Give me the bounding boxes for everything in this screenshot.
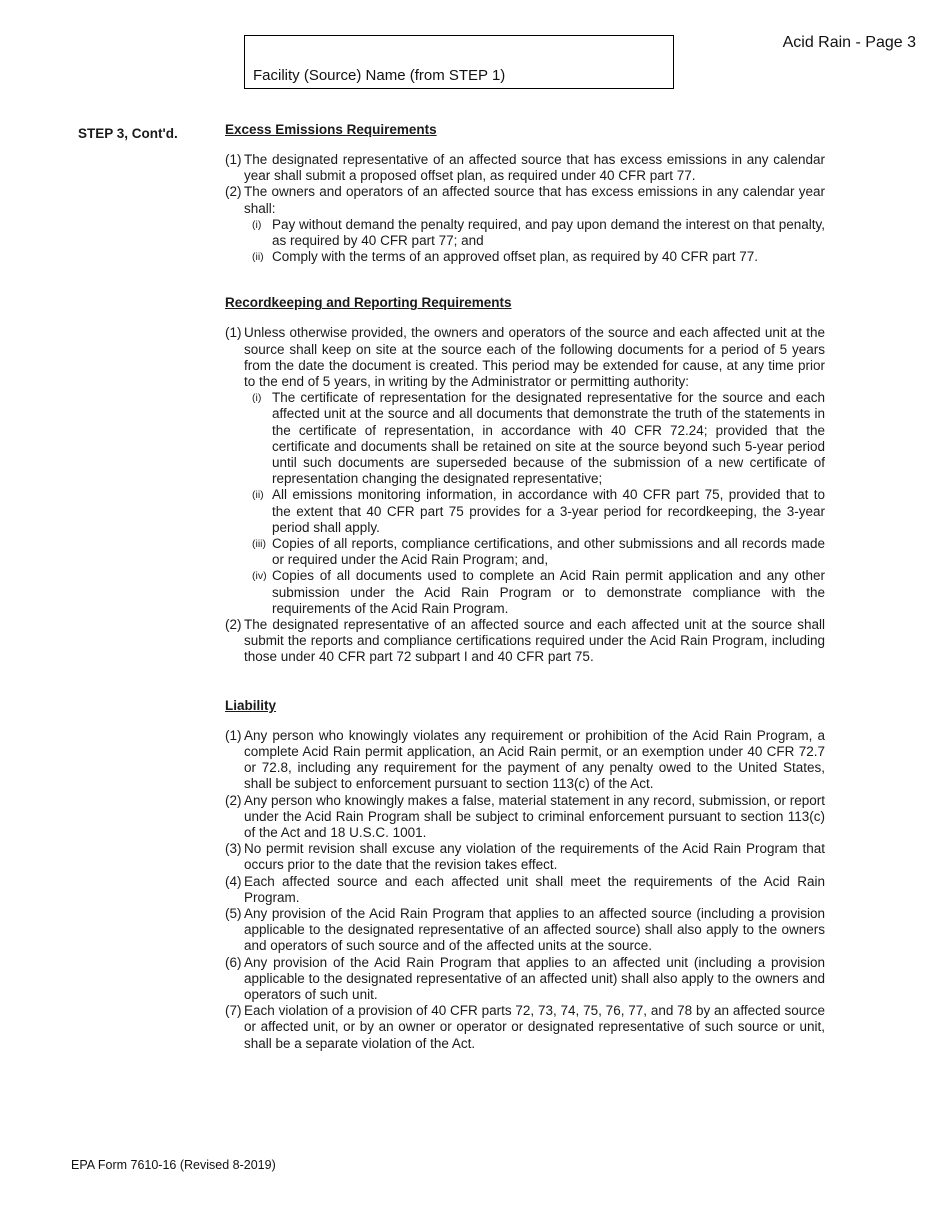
subitem-text: Copies of all documents used to complete an Acid Rain permit application and any other submission under the Acid Rain Program or to demonstrate compliance with the requirements of the Acid Rain Program. bbox=[272, 568, 825, 616]
subitem-number: (i) bbox=[252, 392, 262, 405]
list-item bbox=[225, 1003, 825, 1052]
list-item bbox=[225, 874, 825, 906]
item-text: No permit revision shall excuse any violation of the requirements of the Acid Rain Program that occurs prior to the date that the revision takes effect. bbox=[244, 841, 825, 873]
list-item bbox=[225, 728, 825, 793]
item-text: Any person who knowingly makes a false, material statement in any record, submission, or report under the Acid Rain Program shall be subject to criminal enforcement pursuant to section 113(c) of the Act and 18 U.S.C. 1001. bbox=[244, 792, 825, 840]
subitem-number: (ii) bbox=[252, 251, 264, 264]
item-text: Each affected source and each affected unit shall meet the requirements of the Acid Rain Program. bbox=[244, 873, 825, 905]
excess-emissions-section bbox=[225, 122, 825, 265]
item-text: Any provision of the Acid Rain Program that applies to an affected source (including a provision applicable to the designated representative of an affected source) shall also apply to the owners and operators of such source and of the affected units at the source. bbox=[244, 905, 825, 954]
subitem-text: Comply with the terms of an approved offset plan, as required by 40 CFR part 77. bbox=[272, 249, 758, 265]
list-item bbox=[225, 793, 825, 842]
sub-list-item bbox=[225, 536, 825, 568]
item-number: (2) bbox=[225, 184, 242, 200]
section-title: Liability bbox=[225, 697, 277, 713]
sub-list-item bbox=[225, 487, 825, 536]
item-number: (5) bbox=[225, 905, 242, 921]
subitem-text: Pay without demand the penalty required, and pay upon demand the interest on that penalty, as required by 40 CFR part 77; and bbox=[272, 216, 825, 249]
page-label: Acid Rain - Page 3 bbox=[782, 34, 916, 51]
item-text: Each violation of a provision of 40 CFR parts 72, 73, 74, 75, 76, 77, and 78 by an affected source or affected unit, or by an owner or operator or designated representative of such source or unit, shall be a separate violation of the Act. bbox=[244, 1003, 825, 1051]
facility-name-field[interactable] bbox=[244, 35, 674, 89]
section-title: Excess Emissions Requirements bbox=[225, 122, 437, 137]
item-number: (2) bbox=[225, 792, 242, 808]
item-text: Unless otherwise provided, the owners and operators of the source and each affected unit at the source shall keep on site at the source each of the following documents for a period of 5 years from the date the document is created. This period may be extended for cause, at any time prior to the end of 5 years, in writing by the Administrator or permitting authority: bbox=[244, 325, 825, 390]
list-item bbox=[225, 955, 825, 1004]
item-text: The designated representative of an affected source that has excess emissions in any calendar year shall submit a proposed offset plan, as required under 40 CFR part 77. bbox=[244, 152, 825, 184]
list-item bbox=[225, 841, 825, 873]
list-item bbox=[225, 617, 825, 666]
item-text: The designated representative of an affected source and each affected unit at the source shall submit the reports and compliance certifications required under the Acid Rain Program, including those under 40 CFR part 72 subpart I and 40 CFR part 75. bbox=[244, 617, 825, 665]
item-number: (6) bbox=[225, 954, 242, 970]
item-number: (1) bbox=[225, 727, 242, 743]
step-label: STEP 3, Cont'd. bbox=[78, 126, 178, 141]
item-number: (1) bbox=[225, 325, 242, 341]
item-text: Any person who knowingly violates any requirement or prohibition of the Acid Rain Program, a complete Acid Rain permit application, an Acid Rain permit, or an exemption under 40 CFR 72.7 or 72.8, including any requirement for the payment of any penalty owed to the United States, shall be subject to enforcement pursuant to section 113(c) of the Act. bbox=[244, 727, 825, 792]
item-number: (4) bbox=[225, 873, 242, 889]
document-body bbox=[225, 122, 825, 1052]
item-text: Any provision of the Acid Rain Program that applies to an affected unit (including a provision applicable to the designated representative of an affected unit) shall also apply to the owners and operators of such unit. bbox=[244, 954, 825, 1002]
sub-list-item bbox=[225, 390, 825, 487]
recordkeeping-section bbox=[225, 295, 825, 665]
item-number: (1) bbox=[225, 152, 242, 167]
list-item bbox=[225, 325, 825, 390]
subitem-text: All emissions monitoring information, in accordance with 40 CFR part 75, provided that to the extent that 40 CFR part 75 provides for a 3-year period for recordkeeping, the 3-year period shall apply. bbox=[272, 487, 825, 535]
subitem-number: (ii) bbox=[252, 489, 264, 502]
section-title: Recordkeeping and Reporting Requirements bbox=[225, 295, 512, 311]
subitem-number: (iii) bbox=[252, 538, 266, 551]
list-item bbox=[225, 152, 825, 184]
sub-list-item bbox=[225, 249, 825, 265]
sub-list-item bbox=[225, 217, 825, 249]
subitem-text: The certificate of representation for the designated representative for the source and each affected unit at the source and all documents that demonstrate the truth of the statements in the certificate of representation, in accordance with 40 CFR 72.24; provided that the certificate and documents shall be retained on site at the source beyond such 5-year period until such documents are superseded because of the submission of a new certificate of representation changing the designated representative; bbox=[272, 390, 825, 487]
form-footer: EPA Form 7610-16 (Revised 8-2019) bbox=[71, 1158, 276, 1172]
subitem-number: (iv) bbox=[252, 570, 267, 583]
list-item bbox=[225, 184, 825, 216]
item-number: (3) bbox=[225, 841, 242, 857]
item-number: (2) bbox=[225, 617, 242, 633]
facility-name-label: Facility (Source) Name (from STEP 1) bbox=[253, 67, 506, 84]
subitem-number: (i) bbox=[252, 218, 262, 231]
item-number: (7) bbox=[225, 1003, 242, 1019]
liability-section bbox=[225, 698, 825, 1052]
sub-list-item bbox=[225, 568, 825, 617]
item-text: The owners and operators of an affected source that has excess emissions in any calendar year shall: bbox=[244, 184, 825, 216]
list-item bbox=[225, 906, 825, 955]
subitem-text: Copies of all reports, compliance certifications, and other submissions and all records made or required under the Acid Rain Program; and, bbox=[272, 536, 825, 568]
